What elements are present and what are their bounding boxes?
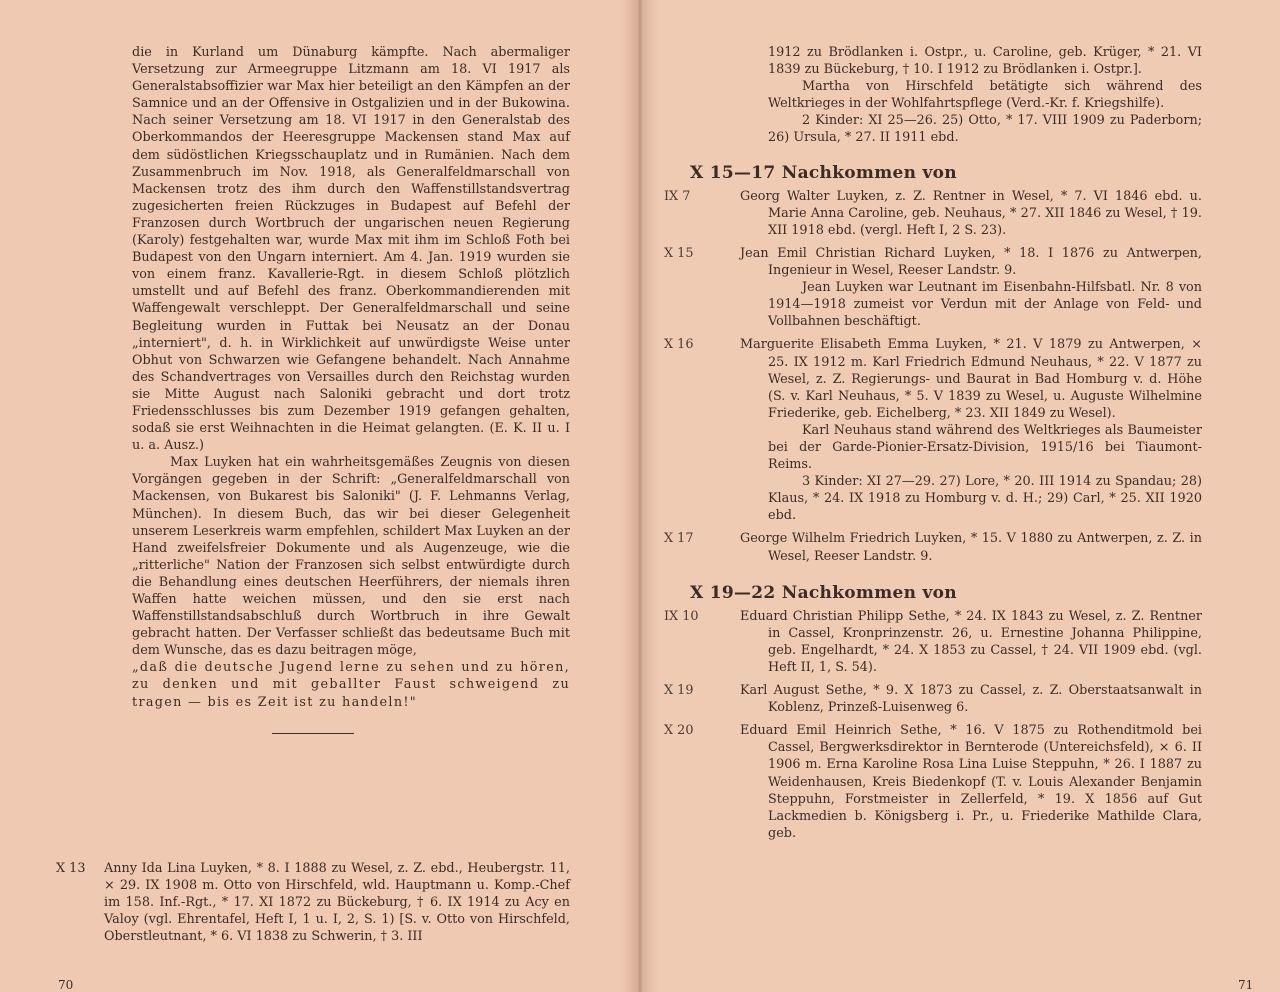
right-column	[664, 44, 1202, 842]
entry-number: X 20	[664, 723, 694, 739]
entry-number: X 13	[56, 861, 86, 876]
entry-number: X 19	[664, 683, 694, 699]
section-heading: X 19—22 Nachkommen von	[690, 582, 957, 603]
entry-x13	[56, 860, 570, 945]
left-paragraph-2	[132, 454, 570, 659]
entry-text: Eduard Christian Philipp Sethe, * 24. IX 1843 zu Wesel, z. Z. Rentner in Cassel, Kronprinzenstr. 26, u. Ernestine Johanna Philippine, geb. Engelhardt, * 24. X 1853 zu Cassel, † 24. VII 1909 ebd. (vgl. Heft II, 1, S. 54).	[740, 608, 1202, 675]
right-page	[640, 0, 1280, 992]
entry-x19	[664, 682, 1202, 716]
note-text: Karl Neuhaus stand während des Weltkrieges als Baumeister bei der Garde-Pionier-Ersatz-Division, 1915/16 bei Tiaumont-Reims.	[768, 422, 1202, 473]
entry-text: Georg Walter Luyken, z. Z. Rentner in Wesel, * 7. VI 1846 ebd. u. Marie Anna Caroline, geb. Neuhaus, * 27. XII 1846 zu Wesel, † 19. XII 1918 ebd. (vergl. Heft I, 2 S. 23).	[740, 188, 1202, 238]
note-text: 3 Kinder: XI 27—29. 27) Lore, * 20. III 1914 zu Spandau; 28) Klaus, * 24. IX 1918 zu Homburg v. d. H.; 29) Carl, * 25. XII 1920 ebd.	[768, 474, 1202, 524]
body-text: Martha von Hirschfeld betätigte sich während des Weltkrieges in der Wohlfahrtspflege (Verd.-Kr. f. Kriegshilfe).	[768, 79, 1202, 112]
entry-ix10	[664, 608, 1202, 676]
entry-number: IX 10	[664, 608, 699, 624]
body-text: 1912 zu Brödlanken i. Ostpr., u. Caroline, geb. Krüger, * 21. VI 1839 zu Bückeburg, † 10. I 1912 zu Brödlanken i. Ostpr.].	[768, 45, 1202, 78]
entry-text: Eduard Emil Heinrich Sethe, * 16. V 1875 zu Rothenditmold bei Cassel, Bergwerksdirektor in Bernterode (Untereichsfeld), ⨯ 6. II 1906 m. Erna Karoline Rosa Lina Luise Steppuhn, * 26. I 1887 zu Weidenhausen, Kreis Biedenkopf (T. v. Louis Alexander Benjamin Steppuhn, Forstmeister in Zellerfeld, * 19. X 1856 auf Gut Lackmedien b. Königsberg i. Pr., u. Friederike Mathilde Clara, geb.	[740, 723, 1202, 841]
continuation-block	[768, 44, 1202, 147]
entry-text: Marguerite Elisabeth Emma Luyken, * 21. V 1879 zu Antwerpen, ⨯ 25. IX 1912 m. Karl Friedrich Edmund Neuhaus, * 22. V 1877 zu Wesel, z. Z. Regierungs- und Baurat in Bad Homburg v. d. Höhe (S. v. Karl Neuhaus, * 5. V 1839 zu Wesel, u. Auguste Wilhelmine Friederike, geb. Eichelberg, * 23. XII 1849 zu Wesel).	[740, 337, 1202, 421]
entry-ix7	[664, 188, 1202, 239]
entry-notes	[768, 279, 1202, 330]
children-line: 2 Kinder: XI 25—26. 25) Otto, * 17. VIII 1909 zu Paderborn; 26) Ursula, * 27. II 1911 ebd.	[768, 113, 1202, 146]
section-divider	[272, 733, 354, 734]
entry-number: X 15	[664, 245, 694, 261]
left-paragraph-1	[132, 44, 570, 454]
quote-block	[132, 659, 570, 710]
body-text: die in Kurland um Dünaburg kämpfte. Nach abermaliger Versetzung zur Armeegruppe Litzmann am 18. VI 1917 als Generalstabsoffizier war Max hier beteiligt an den Kämpfen an der Samnice und an der Offensive in Ostgalizien und in der Bukowina. Nach seiner Versetzung am 18. VI 1917 in den Generalstab des Oberkommandos der Heeresgruppe Mackensen stand Max auf dem südöstlichen Kriegsschauplatz und in Rumänien. Nach dem Zusammenbruch im Nov. 1918, als Generalfeldmarschall von Mackensen trotz des ihm durch den Waffenstillstandsvertrag zugesicherten freien Rückzuges in Budapest auf Befehl der Franzosen durch Wortbruch der ungarischen neuen Regierung (Karoly) festgehalten war, wurde Max mit ihm im Schloß Foth bei Budapest von den Ungarn interniert. Am 4. Jan. 1919 wurden sie von einem franz. Kavallerie-Rgt. in diesem Schloß plötzlich umstellt und auf Befehl des franz. Oberkommandierenden mit Waffengewalt verschleppt. Der Generalfeldmarschall und seine Begleitung wurden in Futtak bei Neusatz an der Donau „interniert", d. h. in Wirklichkeit auf unwürdigste Weise unter Obhut von Schwarzen wie Gefangene behandelt. Nach Annahme des Schandvertrages von Versailles durch den Reichstag wurden sie Mitte August nach Saloniki gebracht und dort trotz Friedensschlusses bis zum Dezember 1919 gefangen gehalten, sodaß sie erst Weihnachten in die Heimat gelangten. (E. K. II u. I u. a. Ausz.)	[132, 45, 570, 454]
note-text: Jean Luyken war Leutnant im Eisenbahn-Hilfsbatl. Nr. 8 von 1914—1918 zumeist vor Verdun mit der Anlage von Feld- und Vollbahnen beschäftigt.	[768, 280, 1202, 330]
entry-text: Anny Ida Lina Luyken, * 8. I 1888 zu Wesel, z. Z. ebd., Heubergstr. 11, ⨯ 29. IX 1908 m. Otto von Hirschfeld, wld. Hauptmann u. Komp.-Chef im 158. Inf.-Rgt., * 17. XI 1872 zu Bückeburg, † 6. IX 1914 zu Acy en Valoy (vgl. Ehrentafel, Heft I, 1 u. I, 2, S. 1) [S. v. Otto von Hirschfeld, Oberstleutnant, * 6. VI 1838 zu Schwerin, † 3. III	[104, 861, 570, 945]
body-text: Max Luyken hat ein wahrheitsgemäßes Zeugnis von diesen Vorgängen gegeben in der Schrift: „Generalfeldmarschall von Mackensen, von Bukarest bis Saloniki" (J. F. Lehmanns Verlag, München). In diesem Buch, das wir bei dieser Gelegenheit unserem Leserkreis warm empfehlen, schildert Max Luyken an der Hand zweifelsfreier Dokumente und als Augenzeuge, wie die „ritterliche" Nation der Franzosen sich selbst entwürdigte durch die Behandlung eines deutschen Heerführers, der niemals ihren Waffen hatte weichen müssen, und den sie erst nach Waffenstillstandsabschluß durch Wortbruch in ihre Gewalt gebracht hatten. Der Verfasser schließt das bedeutsame Buch mit dem Wunsche, das es dazu beitragen möge,	[132, 455, 570, 659]
entry-x17	[664, 530, 1202, 564]
page-number: 71	[1238, 978, 1254, 992]
entry-number: X 16	[664, 337, 694, 353]
entry-notes	[768, 422, 1202, 525]
entry-x16	[664, 336, 1202, 524]
entry-text: Jean Emil Christian Richard Luyken, * 18. I 1876 zu Antwerpen, Ingenieur in Wesel, Reeser Landstr. 9.	[740, 245, 1202, 279]
page-number: 70	[58, 978, 74, 992]
entry-text: George Wilhelm Friedrich Luyken, * 15. V 1880 zu Antwerpen, z. Z. in Wesel, Reeser Landstr. 9.	[740, 531, 1202, 564]
book-gutter	[622, 0, 658, 992]
entry-x20	[664, 722, 1202, 842]
left-column	[132, 44, 570, 756]
section-heading: X 15—17 Nachkommen von	[690, 162, 957, 183]
entry-x15	[664, 245, 1202, 330]
entry-text: Karl August Sethe, * 9. X 1873 zu Cassel, z. Z. Oberstaatsanwalt in Koblenz, Prinzeß-Luisenweg 6.	[740, 683, 1202, 716]
quote-text: „daß die deutsche Jugend lerne zu sehen und zu hören, zu denken und mit geballter Faust schweigend zu tragen — bis es Zeit ist zu handeln!"	[132, 660, 570, 710]
entry-number: X 17	[664, 531, 694, 547]
entry-number: IX 7	[664, 188, 691, 204]
